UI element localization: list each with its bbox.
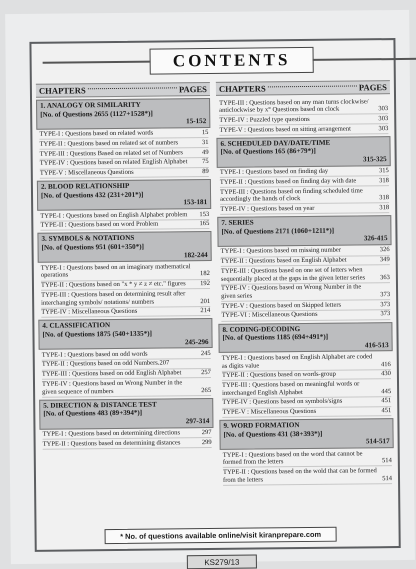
- left-column: [36, 98, 214, 452]
- chapter-question-count: [No. of Questions 432 (231+201*)]: [40, 190, 144, 200]
- chapter-heading-box: [38, 318, 212, 350]
- entry-page-number: 318: [379, 194, 390, 202]
- continued-entries: [216, 96, 390, 136]
- chapter-question-count: [No. of Questions 431 (38+393*)]: [223, 429, 323, 439]
- chapter-section: [219, 418, 394, 485]
- entry-page-number: 514: [382, 474, 393, 482]
- toc-entry: [222, 352, 391, 371]
- entry-page-number: 326: [379, 246, 390, 254]
- toc-entry: [220, 186, 389, 205]
- chapter-entries: [37, 209, 211, 231]
- chapter-heading-box: [216, 136, 390, 168]
- entry-page-number: 153: [199, 210, 210, 218]
- entry-page-number: 514: [381, 457, 392, 465]
- toc-entry: [43, 438, 212, 449]
- entry-text: TYPE-III : Questions Based on related set of Numbers: [39, 148, 183, 158]
- chapter-section: [37, 179, 212, 231]
- book-code: KS279/13: [187, 555, 257, 569]
- header-pages-label: PAGES: [358, 82, 387, 93]
- chapter-entries: [219, 351, 394, 418]
- header-chapters-label: CHAPTERS: [218, 83, 266, 94]
- entry-text: TYPE-I : Questions based on the word that cannot be formed from the letters: [222, 449, 363, 467]
- chapter-title: 6. SCHEDULED DAY/DATE/TIME: [220, 138, 331, 148]
- chapter-title: 9. WORD FORMATION: [223, 421, 300, 431]
- chapter-question-count: [No. of Questions 2171 (1060+1211*)]: [221, 226, 335, 236]
- chapter-section: [38, 318, 213, 397]
- chapter-page-range: 153-181: [183, 198, 208, 207]
- chapter-page-range: 416-513: [364, 340, 389, 350]
- contents-frame: [29, 38, 400, 552]
- entry-text: TYPE-V : Miscellaneous Questions: [39, 168, 134, 177]
- toc-entry: [42, 378, 211, 397]
- column-header-right: [216, 80, 390, 96]
- toc-entry: [40, 168, 209, 179]
- page-title: CONTENTS: [172, 50, 291, 71]
- header-leader-dots: [88, 87, 177, 89]
- toc-entry: [223, 467, 392, 486]
- chapter-entries: [39, 428, 213, 450]
- entry-text: TYPE-IV : Questions based on related English Alphabet: [39, 158, 188, 168]
- chapter-heading-box: [36, 98, 210, 130]
- chapter-title: 3. SYMBOLS & NOTATIONS: [41, 234, 135, 244]
- entry-text: TYPE-II : Questions based on determining distances: [42, 439, 181, 448]
- entry-text: TYPE-I : Questions based on English Alphabet problem: [40, 210, 188, 220]
- entry-page-number: 318: [379, 204, 390, 212]
- entry-page-number: 49: [202, 148, 209, 156]
- toc-entry: [41, 307, 210, 318]
- toc-entry: [219, 124, 388, 135]
- toc-entry: [222, 380, 391, 399]
- entry-page-number: 430: [381, 370, 391, 378]
- chapter-section: [36, 98, 211, 179]
- chapter-section: [217, 215, 392, 321]
- entry-text: TYPE-II : Questions based on word Problem: [40, 220, 159, 230]
- chapter-entries: [218, 245, 393, 321]
- entry-page-number: 373: [380, 300, 391, 308]
- chapter-question-count: [No. of Questions 1185 (694+491*)]: [222, 332, 329, 342]
- header-chapters-label: CHAPTERS: [38, 85, 86, 96]
- toc-entry: [41, 289, 210, 308]
- entry-page-number: 363: [380, 273, 390, 281]
- chapter-title: 1. ANALOGY OR SIMILARITY: [40, 100, 141, 110]
- entry-page-number: 373: [380, 291, 391, 299]
- entry-page-number: 303: [378, 115, 389, 123]
- chapter-heading-box: [218, 322, 392, 354]
- chapter-question-count: [No. of Questions 165 (86+79*)]: [220, 147, 316, 157]
- chapter-page-range: 326-415: [363, 234, 388, 243]
- entry-page-number: 214: [200, 307, 211, 315]
- chapter-entries: [217, 166, 391, 215]
- entry-page-number: 265: [201, 386, 212, 394]
- header-pages-label: PAGES: [178, 84, 207, 95]
- entry-text: TYPE-I : Questions based on an imaginary mathematical operations: [40, 262, 191, 280]
- header-leader-dots: [268, 85, 357, 87]
- entry-text: TYPE-II : Questions based on words-group: [221, 370, 336, 380]
- entry-page-number: 373: [380, 310, 391, 318]
- entry-text: TYPE-III : Questions based on meaningful words or interchanged English Alphabet: [221, 380, 360, 397]
- chapter-entries: [38, 261, 213, 318]
- entry-text: TYPE-I : Questions based on English Alphabet are coded as digits value: [221, 353, 373, 370]
- entry-text: TYPE-III : Questions based on finding scheduled time accordingly the hands of clock: [219, 186, 363, 204]
- chapter-heading-box: [39, 398, 213, 430]
- entry-text: TYPE-II : Questions based on the wold that can be formed from the letters: [222, 467, 377, 484]
- entry-page-number: 349: [379, 256, 390, 264]
- entry-text: TYPE-V : Questions based on sitting arrangement: [219, 125, 351, 134]
- column-header-left: [36, 82, 210, 98]
- entry-text: TYPE-IV : Questions based on Wrong Number in the given series: [220, 283, 362, 300]
- chapter-title: 4. CLASSIFICATION: [42, 321, 111, 331]
- chapter-section: [37, 231, 212, 318]
- chapter-title: 5. DIRECTION & DISTANCE TEST: [43, 400, 157, 410]
- chapter-question-count: [No. of Questions 1875 (540+1335*)]: [42, 329, 152, 339]
- entry-page-number: 89: [202, 168, 209, 176]
- entry-page-number: 451: [381, 407, 392, 415]
- entry-text: TYPE-II : Questions based on "x * y ≠ z ≠ etc." figures: [40, 280, 186, 289]
- entry-page-number: 315: [378, 167, 389, 175]
- toc-entry: [221, 283, 390, 302]
- entry-page-number: 245: [200, 349, 211, 357]
- toc-entry: [221, 310, 390, 321]
- entry-page-number: 15: [201, 129, 209, 137]
- chapter-title: 2. BLOOD RELATIONSHIP: [40, 182, 130, 192]
- chapter-question-count: [No. of Questions 951 (601+350*)]: [41, 242, 144, 252]
- entry-page-number: 75: [202, 158, 209, 166]
- entry-page-number: 165: [199, 220, 210, 228]
- entry-text: TYPE-IV : Puzzled type questions: [219, 115, 310, 124]
- entry-text: TYPE-II : Questions based on related set of numbers: [39, 139, 179, 148]
- entry-text: TYPE-II : Questions based on English Alphabet: [220, 256, 347, 265]
- entry-text: TYPE-III : Questions based on one set of letters when sequentially placed at the gaps in the given letter series: [220, 266, 366, 283]
- entry-page-number: 416: [380, 360, 391, 368]
- entry-text: TYPE-IV : Questions based on Wrong Number in the given sequence of numbers: [41, 379, 183, 396]
- chapter-heading-box: [37, 179, 211, 211]
- entry-page-number: 201: [200, 297, 211, 305]
- entry-text: TYPE-II : Questions based on finding day with date: [219, 177, 357, 186]
- chapter-heading-box: [217, 215, 391, 247]
- entry-page-number: 192: [200, 280, 211, 288]
- entry-text: TYPE-II : Questions based on odd Numbers.207: [41, 359, 170, 369]
- entry-text: TYPE-I : Questions based on missing number: [220, 247, 342, 256]
- entry-page-number: 299: [201, 438, 212, 446]
- entry-text: TYPE-IV : Questions based on year: [220, 204, 315, 213]
- entry-text: TYPE-V : Questions based on Skipped letters: [221, 301, 342, 310]
- entry-text: TYPE-III : Questions based on any man turns clockwise/ anticlockwise by x° Questions based on clock: [219, 97, 369, 115]
- chapter-title: 8. CODING-DECODING: [222, 324, 301, 334]
- chapter-section: [216, 136, 391, 215]
- toc-entry: [40, 220, 209, 231]
- entry-text: TYPE-IV : Questions based on symbols/signs: [222, 397, 343, 407]
- entry-page-number: 297: [201, 429, 212, 437]
- chapter-section: [39, 398, 214, 450]
- chapter-heading-box: [37, 231, 211, 263]
- online-questions-note: * No. of questions available online/visit kiranprepare.com: [105, 527, 337, 544]
- chapter-heading-box: [219, 418, 393, 450]
- entry-text: TYPE-III : Questions based on determining result after interchanging symbols/ notations/ numbers: [41, 290, 186, 307]
- entry-page-number: 451: [381, 397, 392, 405]
- entry-text: TYPE-I : Questions based on related words: [39, 129, 154, 139]
- chapter-page-range: 315-325: [362, 155, 387, 164]
- chapter-question-count: [No. of Questions 2655 (1127+1528*)]: [40, 109, 153, 119]
- entry-page-number: 257: [201, 369, 211, 377]
- chapter-question-count: [No. of Questions 483 (89+394*)]: [43, 409, 143, 419]
- toc-entry: [219, 97, 388, 116]
- title-box: [150, 47, 314, 75]
- entry-page-number: 182: [199, 270, 210, 278]
- toc-entry: [220, 204, 389, 215]
- right-column: [216, 96, 394, 488]
- book-page: [5, 10, 415, 567]
- entry-page-number: 303: [378, 124, 389, 132]
- entry-page-number: 445: [381, 387, 392, 395]
- toc-entry: [41, 262, 210, 281]
- chapter-page-range: 15-152: [186, 117, 207, 126]
- entry-page-number: 31: [201, 138, 209, 147]
- entry-text: TYPE-V : Miscellaneous Questions: [222, 407, 317, 416]
- chapter-page-range: 245-296: [184, 337, 209, 346]
- entry-text: TYPE-I : Questions based on finding day: [219, 167, 329, 176]
- chapter-section: [218, 322, 393, 419]
- entry-text: TYPE-I : Questions based on odd words: [41, 350, 148, 359]
- entry-text: TYPE-III : Questions based on odd English Alphabet: [41, 369, 182, 378]
- chapter-page-range: 514-517: [365, 437, 390, 446]
- chapter-entries: [220, 448, 394, 486]
- entry-page-number: 303: [378, 105, 389, 113]
- entry-text: TYPE-IV : Miscellaneous Questions: [41, 308, 138, 317]
- chapter-title: 7. SERIES: [221, 218, 254, 227]
- chapter-entries: [36, 128, 211, 179]
- entry-text: TYPE-I : Questions based on determining directions: [42, 429, 181, 438]
- toc-entry: [221, 265, 390, 284]
- chapter-entries: [39, 348, 213, 397]
- entry-page-number: 318: [379, 176, 389, 185]
- entry-text: TYPE-VI : Miscellaneous Questions: [221, 311, 318, 320]
- toc-entry: [223, 449, 392, 468]
- toc-entry: [222, 407, 391, 418]
- chapter-page-range: 297-314: [185, 416, 210, 426]
- chapter-page-range: 182-244: [183, 250, 208, 259]
